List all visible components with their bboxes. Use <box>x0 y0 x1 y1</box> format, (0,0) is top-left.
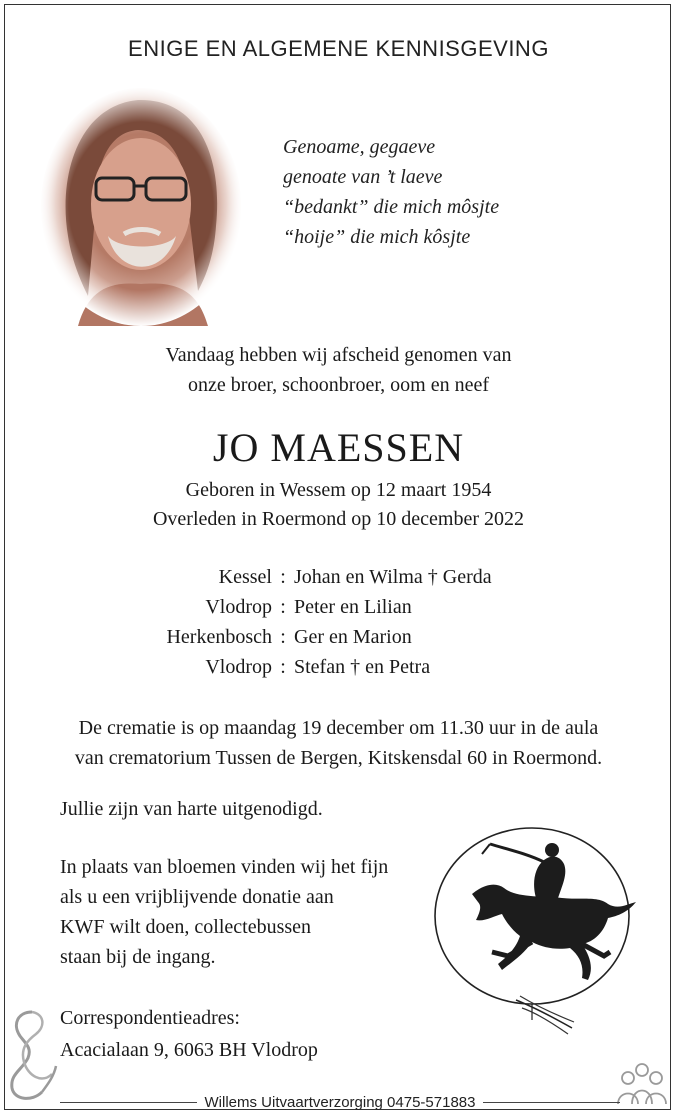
people-group-icon <box>614 1062 670 1106</box>
family-names: Stefan † en Petra <box>294 656 431 678</box>
family-separator: : <box>280 596 286 618</box>
cremation-line: van crematorium Tussen de Bergen, Kitskensdal 60 in Roermond. <box>74 747 603 769</box>
poem <box>283 132 499 252</box>
donation-line: KWF wilt doen, collectebussen <box>60 916 312 938</box>
family-place: Herkenbosch <box>166 626 272 648</box>
footer-text: Willems Uitvaartverzorging 0475-571883 <box>204 1093 476 1111</box>
family-list <box>0 562 677 682</box>
poem-line: “hoije” die mich kôsjte <box>283 226 471 248</box>
family-row <box>0 622 677 652</box>
correspondence-label: Correspondentieadres: <box>60 1007 240 1029</box>
donation-line: In plaats van bloemen vinden wij het fijn <box>60 856 389 878</box>
donation-text <box>60 852 388 972</box>
family-row <box>0 652 677 682</box>
deceased-name: JO MAESSEN <box>212 425 465 470</box>
poem-line: “bedankt” die mich môsjte <box>283 196 500 218</box>
family-row <box>0 562 677 592</box>
footer-rule-right <box>483 1102 620 1103</box>
cremation-line: De crematie is op maandag 19 december om 11.30 uur in de aula <box>78 717 599 739</box>
footer <box>60 1090 620 1114</box>
intro-text <box>0 340 677 400</box>
family-place: Vlodrop <box>205 656 272 678</box>
life-dates <box>0 476 677 534</box>
family-separator: : <box>280 566 286 588</box>
family-separator: : <box>280 626 286 648</box>
donation-line: staan bij de ingang. <box>60 946 216 968</box>
footer-rule-left <box>60 1102 197 1103</box>
intro-line: Vandaag hebben wij afscheid genomen van <box>165 344 512 366</box>
correspondence-block <box>60 1002 318 1066</box>
family-separator: : <box>280 656 286 678</box>
family-names: Johan en Wilma † Gerda <box>294 566 492 588</box>
invitation-text: Jullie zijn van harte uitgenodigd. <box>60 798 323 820</box>
family-place: Kessel <box>218 566 272 588</box>
family-row <box>0 592 677 622</box>
cremation-info <box>0 713 677 773</box>
family-place: Vlodrop <box>205 596 272 618</box>
portrait-photo <box>38 86 244 326</box>
death-line: Overleden in Roermond op 10 december 2022 <box>152 508 524 530</box>
intro-line: onze broer, schoonbroer, oom en neef <box>187 374 490 396</box>
poem-line: genoate van ’t laeve <box>283 166 443 188</box>
ampersand-leaf-logo <box>2 1004 58 1104</box>
family-names: Peter en Lilian <box>294 596 412 618</box>
notice-heading: ENIGE EN ALGEMENE KENNISGEVING <box>128 36 549 61</box>
poem-line: Genoame, gegaeve <box>283 136 436 158</box>
correspondence-address: Acacialaan 9, 6063 BH Vlodrop <box>60 1039 318 1061</box>
family-names: Ger en Marion <box>294 626 412 648</box>
horse-rider-drawing <box>432 824 642 1040</box>
birth-line: Geboren in Wessem op 12 maart 1954 <box>185 479 492 501</box>
donation-line: als u een vrijblijvende donatie aan <box>60 886 334 908</box>
